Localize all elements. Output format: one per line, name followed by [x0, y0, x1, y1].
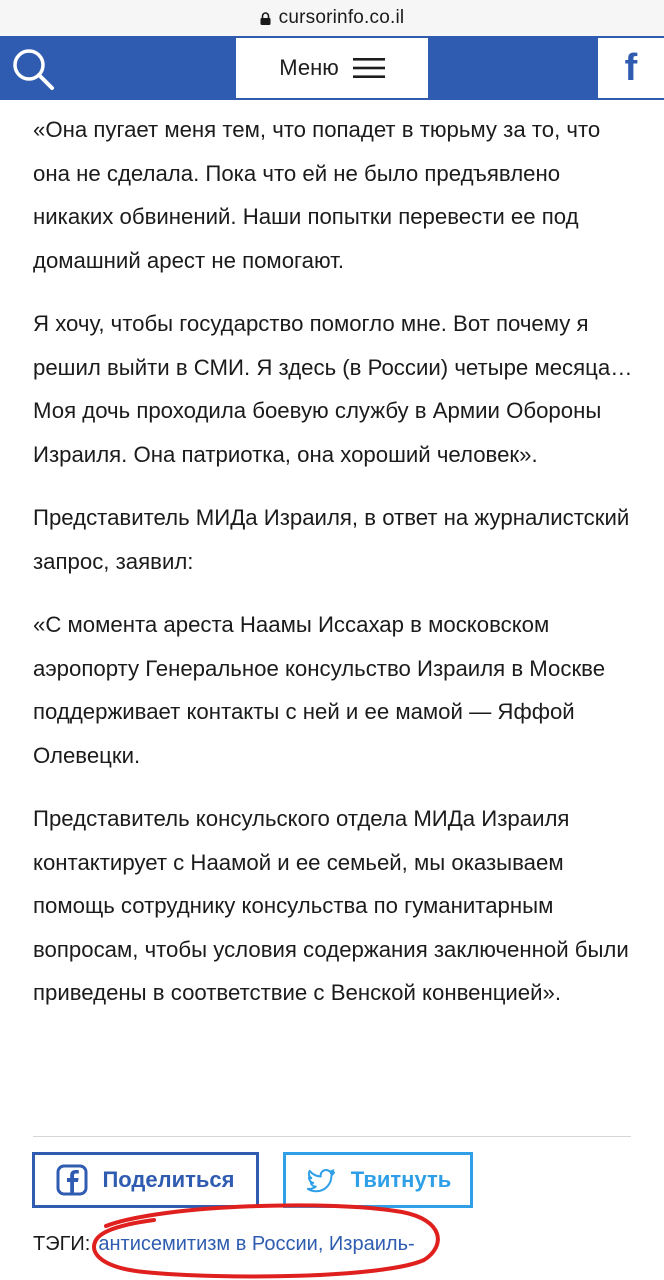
hamburger-icon — [353, 57, 385, 79]
facebook-icon: f — [624, 47, 638, 89]
url-text: cursorinfo.co.il — [278, 7, 405, 28]
share-facebook-label: Поделиться — [102, 1167, 235, 1192]
menu-button[interactable] — [236, 38, 428, 98]
facebook-button[interactable] — [598, 38, 664, 98]
article-paragraph: Представитель консульского отдела МИДа Израиля контактирует с Наамой и ее семьей, мы оказываем помощь сотруднику консульства по гуманитарным вопросам, чтобы условия содержания заключенной были приведены в соответствие с Венской конвенцией». — [33, 806, 629, 1005]
menu-label: Меню — [279, 55, 339, 80]
lock-icon — [260, 12, 271, 25]
tags-label: ТЭГИ: — [33, 1232, 91, 1255]
divider — [33, 1136, 631, 1137]
article-paragraph: «С момента ареста Наамы Иссахар в московском аэропорту Генеральное консульство Израиля в Москве поддерживает контакты с ней и ее мамой — Яффой Олевецки. — [33, 612, 606, 768]
article-paragraph: Я хочу, чтобы государство помогло мне. Вот почему я решил выйти в СМИ. Я здесь (в России) четыре месяца… Моя дочь проходила боевую службу в Армии Обороны Израиля. Она патриотка, она хороший человек». — [33, 311, 633, 467]
article-paragraph: «Она пугает меня тем, что попадет в тюрьму за то, что она не сделала. Пока что ей не было предъявлено никаких обвинений. Наши попытки перевести ее под домашний арест не помогают. — [33, 117, 601, 273]
search-icon — [10, 46, 56, 92]
site-header — [0, 36, 664, 100]
search-button[interactable] — [10, 46, 56, 92]
address-bar[interactable] — [0, 0, 664, 36]
share-facebook-button[interactable] — [32, 1152, 259, 1208]
twitter-bird-icon — [305, 1164, 337, 1196]
facebook-icon — [56, 1164, 88, 1196]
article-body — [33, 108, 633, 1015]
article-paragraph: Представитель МИДа Израиля, в ответ на журналистский запрос, заявил: — [33, 505, 630, 574]
tweet-button[interactable] — [283, 1152, 473, 1208]
tag-links[interactable]: антисемитизм в России, Израиль- — [98, 1232, 415, 1255]
tags-row — [33, 1228, 415, 1260]
tweet-label: Твитнуть — [350, 1167, 452, 1192]
